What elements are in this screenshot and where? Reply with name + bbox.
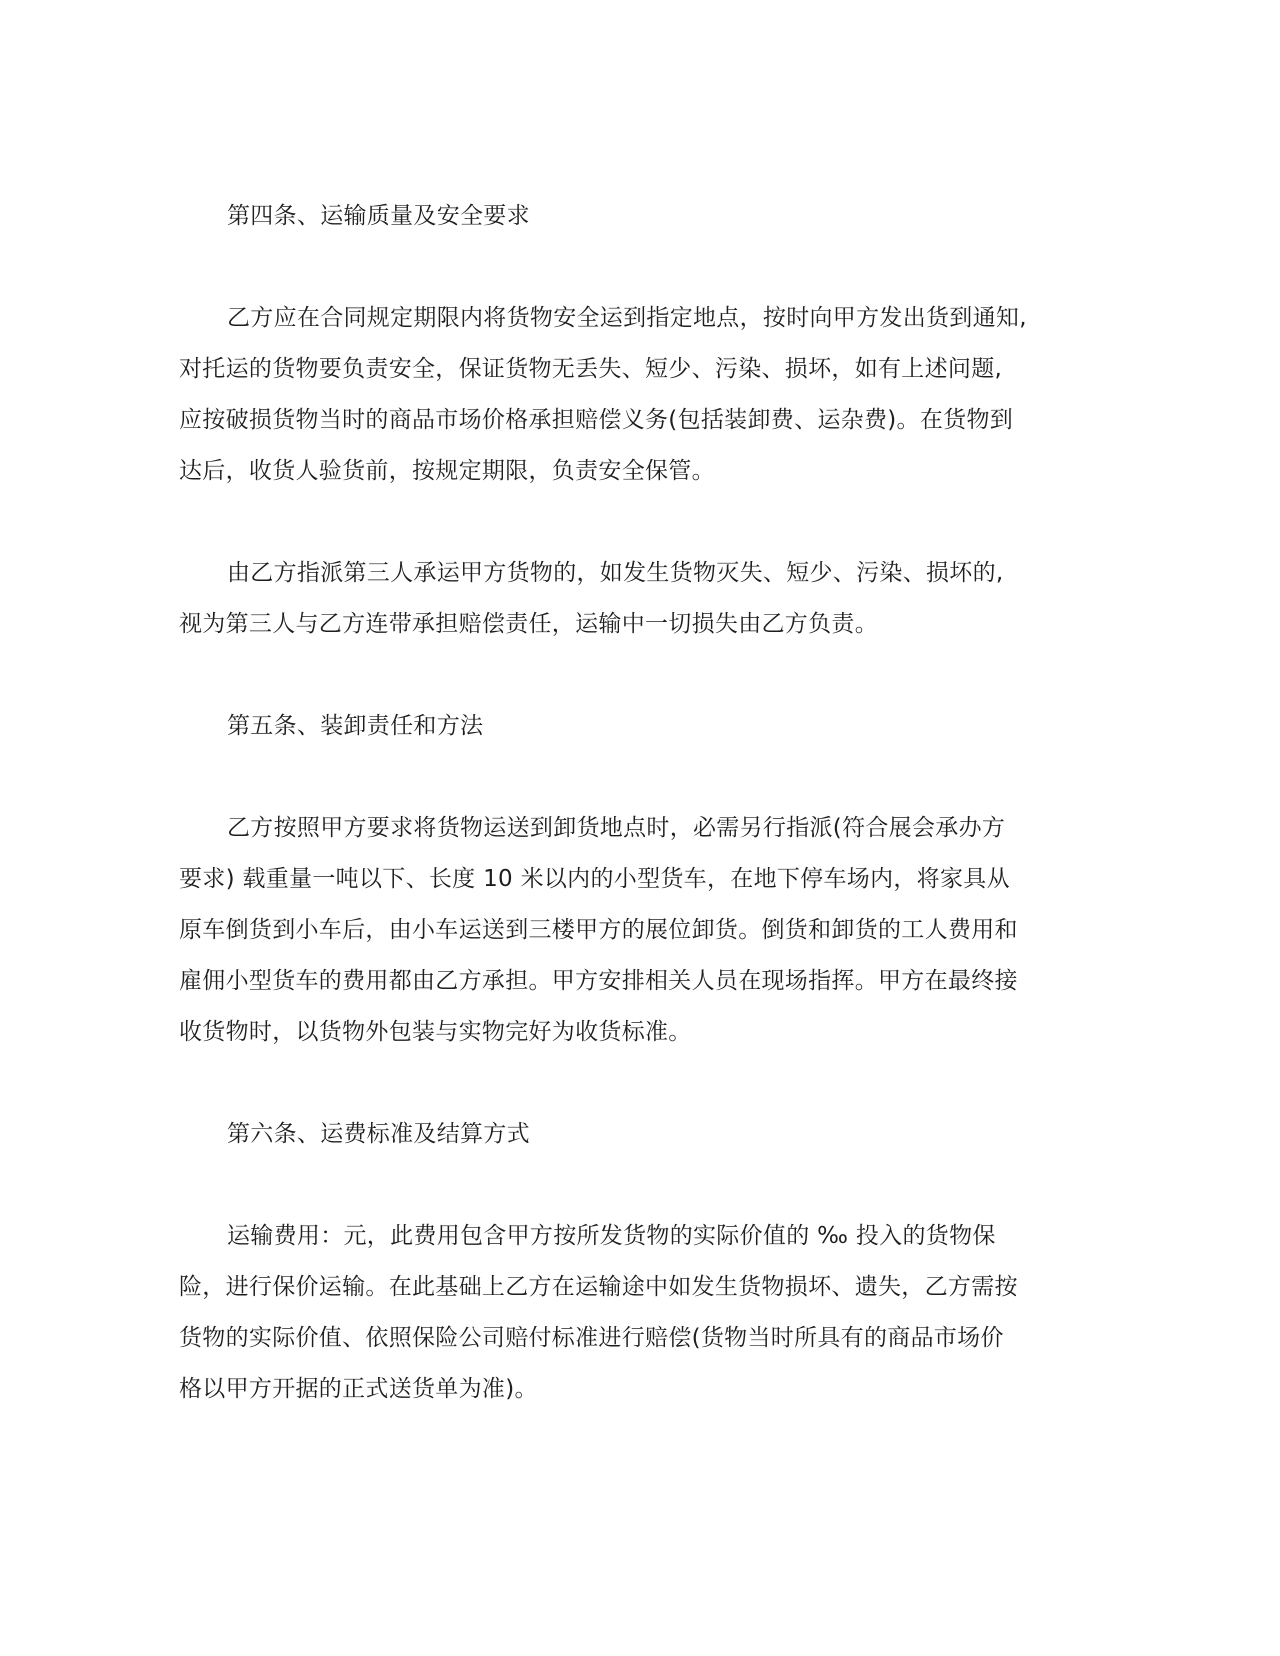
heading-text: 第六条、运费标准及结算方式 — [227, 1121, 530, 1147]
paragraph-line: 要求) 载重量一吨以下、长度 10 米以内的小型货车，在地下停车场内，将家具从 — [179, 866, 1010, 892]
heading-text: 第四条、运输质量及安全要求 — [227, 203, 530, 229]
paragraph-line: 收货物时，以货物外包装与实物完好为收货标准。 — [179, 1019, 692, 1045]
paragraph-line: 货物的实际价值、依照保险公司赔付标准进行赔偿(货物当时所具有的商品市场价 — [179, 1325, 1004, 1351]
paragraph — [179, 1211, 1059, 1415]
paragraph — [179, 803, 1059, 1058]
paragraph-line: 乙方应在合同规定期限内将货物安全运到指定地点，按时向甲方发出货到通知, — [227, 305, 1027, 331]
section-heading — [179, 701, 1059, 752]
document-body — [179, 191, 1059, 1466]
section-heading — [179, 191, 1059, 242]
paragraph-line: 险，进行保价运输。在此基础上乙方在运输途中如发生货物损坏、遗失，乙方需按 — [179, 1274, 1018, 1300]
paragraph — [179, 293, 1059, 497]
paragraph-line: 视为第三人与乙方连带承担赔偿责任，运输中一切损失由乙方负责。 — [179, 611, 878, 637]
paragraph-line: 运输费用：元，此费用包含甲方按所发货物的实际价值的 ‰ 投入的货物保 — [227, 1223, 996, 1249]
paragraph-line: 应按破损货物当时的商品市场价格承担赔偿义务(包括装卸费、运杂费)。在货物到 — [179, 407, 1014, 433]
paragraph-line: 乙方按照甲方要求将货物运送到卸货地点时，必需另行指派(符合展会承办方 — [227, 815, 1006, 841]
paragraph — [179, 548, 1059, 650]
heading-text: 第五条、装卸责任和方法 — [227, 713, 484, 739]
paragraph-line: 原车倒货到小车后，由小车运送到三楼甲方的展位卸货。倒货和卸货的工人费用和 — [179, 917, 1018, 943]
paragraph-line: 格以甲方开据的正式送货单为准)。 — [179, 1376, 538, 1402]
paragraph-line: 雇佣小型货车的费用都由乙方承担。甲方安排相关人员在现场指挥。甲方在最终接 — [179, 968, 1018, 994]
paragraph-line: 对托运的货物要负责安全，保证货物无丢失、短少、污染、损坏，如有上述问题, — [179, 356, 1003, 382]
section-heading — [179, 1109, 1059, 1160]
paragraph-line: 达后，收货人验货前，按规定期限，负责安全保管。 — [179, 458, 715, 484]
paragraph-line: 由乙方指派第三人承运甲方货物的，如发生货物灭失、短少、污染、损坏的, — [227, 560, 1004, 586]
